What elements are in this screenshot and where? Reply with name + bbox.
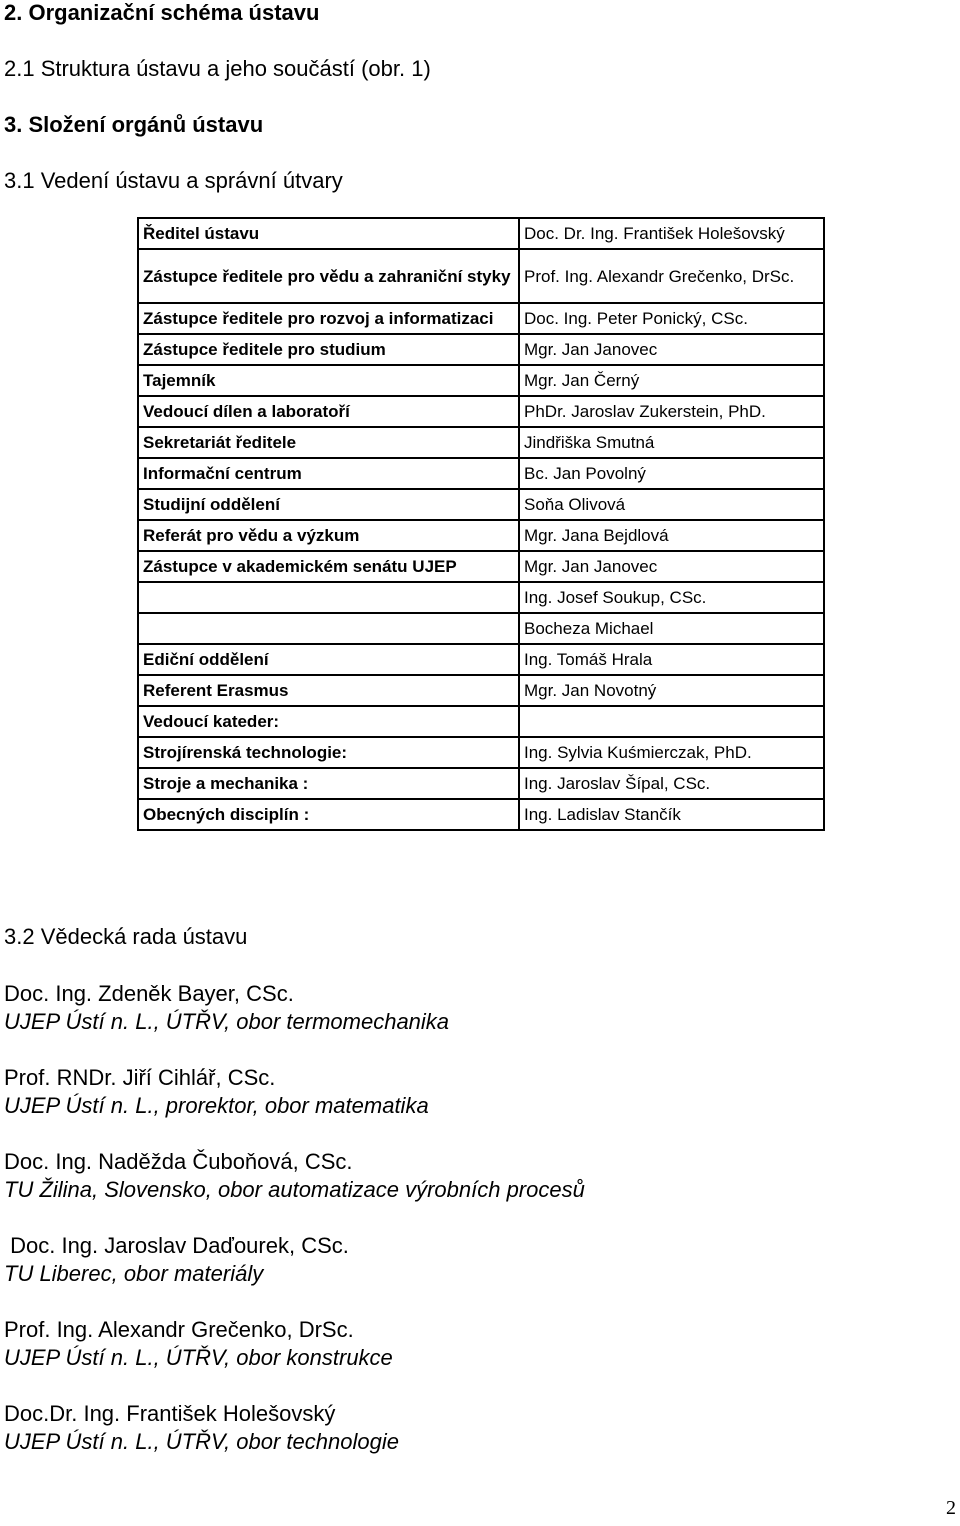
member-name: Doc.Dr. Ing. František Holešovský [4,1401,336,1426]
role-label: Stroje a mechanika : [138,768,519,799]
council-member [4,1148,585,1204]
member-affiliation: UJEP Ústí n. L., ÚTŘV, obor termomechanika [4,1009,450,1034]
table-row [138,396,824,427]
person-name: Prof. Ing. Alexandr Grečenko, DrSc. [519,249,824,303]
table-row [138,520,824,551]
management-table [137,217,825,831]
person-name [519,706,824,737]
table-row [138,706,824,737]
table-row [138,427,824,458]
member-affiliation: TU Liberec, obor materiály [4,1261,264,1286]
person-name: Ing. Josef Soukup, CSc. [519,582,824,613]
table-row [138,458,824,489]
member-name: Doc. Ing. Jaroslav Daďourek, CSc. [4,1233,349,1258]
person-name: Soňa Olivová [519,489,824,520]
role-label: Referát pro vědu a výzkum [138,520,519,551]
role-label: Ředitel ústavu [138,218,519,249]
person-name: Doc. Dr. Ing. František Holešovský [519,218,824,249]
table-row [138,365,824,396]
table-row [138,768,824,799]
table-row [138,582,824,613]
role-label: Obecných disciplín : [138,799,519,830]
role-label: Tajemník [138,365,519,396]
person-name: Mgr. Jan Janovec [519,334,824,365]
person-name: Ing. Jaroslav Šípal, CSc. [519,768,824,799]
member-affiliation: UJEP Ústí n. L., ÚTŘV, obor konstrukce [4,1345,393,1370]
member-name: Doc. Ing. Naděžda Čuboňová, CSc. [4,1149,353,1174]
role-label: Ediční oddělení [138,644,519,675]
council-member [4,1232,349,1288]
role-label: Strojírenská technologie: [138,737,519,768]
table-row [138,675,824,706]
person-name: Ing. Tomáš Hrala [519,644,824,675]
subsection-heading-management: 3.1 Vedení ústavu a správní útvary [4,168,343,193]
role-label: Zástupce v akademickém senátu UJEP [138,551,519,582]
subsection-heading-structure: 2.1 Struktura ústavu a jeho součástí (obr. 1) [4,56,431,81]
role-label [138,613,519,644]
table-row [138,303,824,334]
table-row [138,218,824,249]
role-label: Zástupce ředitele pro studium [138,334,519,365]
person-name: Mgr. Jan Novotný [519,675,824,706]
role-label: Vedoucí kateder: [138,706,519,737]
person-name: Ing. Sylvia Kuśmierczak, PhD. [519,737,824,768]
person-name: PhDr. Jaroslav Zukerstein, PhD. [519,396,824,427]
person-name: Bocheza Michael [519,613,824,644]
council-member [4,1064,429,1120]
person-name: Ing. Ladislav Stančík [519,799,824,830]
table-row [138,799,824,830]
table-row [138,334,824,365]
role-label: Vedoucí dílen a laboratoří [138,396,519,427]
table-row [138,489,824,520]
person-name: Bc. Jan Povolný [519,458,824,489]
role-label: Referent Erasmus [138,675,519,706]
member-affiliation: UJEP Ústí n. L., prorektor, obor matematika [4,1093,429,1118]
person-name: Jindřiška Smutná [519,427,824,458]
member-name: Doc. Ing. Zdeněk Bayer, CSc. [4,981,294,1006]
member-affiliation: UJEP Ústí n. L., ÚTŘV, obor technologie [4,1429,399,1454]
council-member [4,1316,393,1372]
council-member [4,1400,399,1456]
council-heading: 3.2 Vědecká rada ústavu [4,924,248,949]
person-name: Mgr. Jan Černý [519,365,824,396]
section-heading-organization: 2. Organizační schéma ústavu [4,0,320,25]
council-member [4,980,449,1036]
role-label [138,582,519,613]
member-name: Prof. RNDr. Jiří Cihlář, CSc. [4,1065,276,1090]
person-name: Doc. Ing. Peter Ponický, CSc. [519,303,824,334]
page-number: 2 [946,1497,956,1519]
table-row [138,551,824,582]
person-name: Mgr. Jana Bejdlová [519,520,824,551]
role-label: Informační centrum [138,458,519,489]
table-row [138,249,824,303]
table-row [138,613,824,644]
table-row [138,737,824,768]
section-heading-bodies: 3. Složení orgánů ústavu [4,112,264,137]
role-label: Zástupce ředitele pro vědu a zahraniční styky [138,249,519,303]
role-label: Studijní oddělení [138,489,519,520]
table-row [138,644,824,675]
member-affiliation: TU Žilina, Slovensko, obor automatizace výrobních procesů [4,1177,585,1202]
role-label: Zástupce ředitele pro rozvoj a informatizaci [138,303,519,334]
person-name: Mgr. Jan Janovec [519,551,824,582]
member-name: Prof. Ing. Alexandr Grečenko, DrSc. [4,1317,354,1342]
role-label: Sekretariát ředitele [138,427,519,458]
